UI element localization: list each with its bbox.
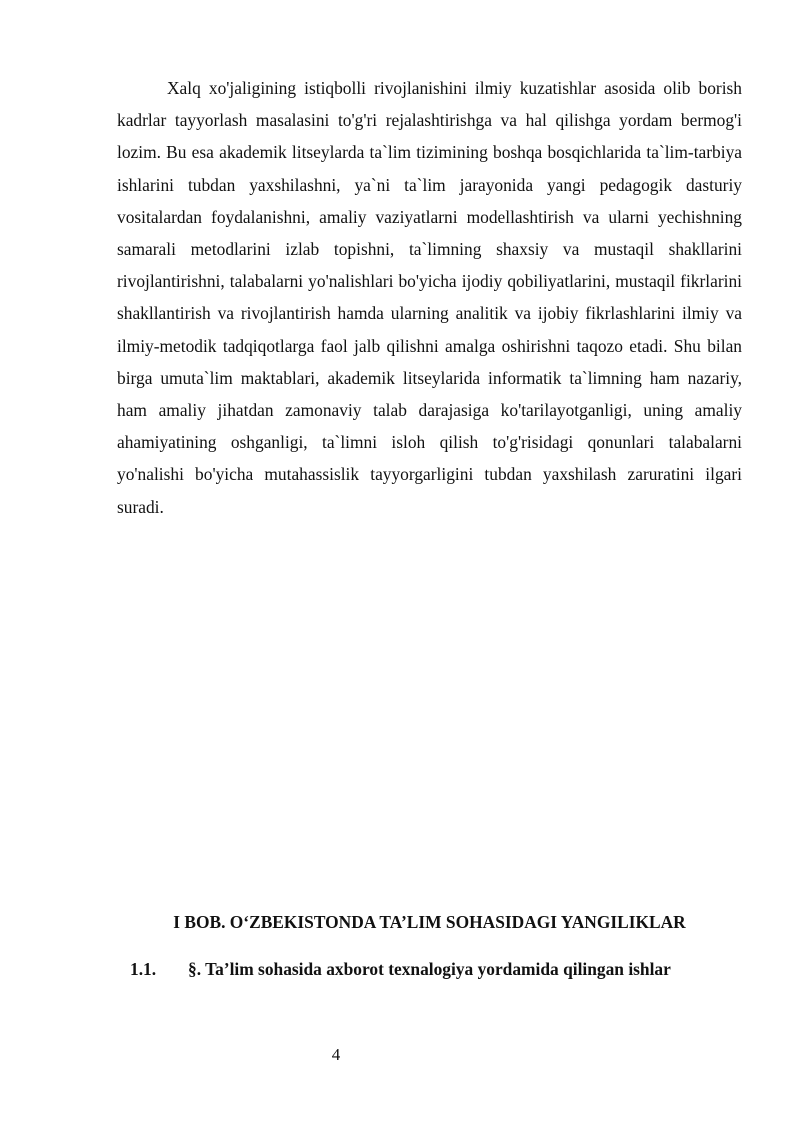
section-heading bbox=[130, 953, 750, 985]
section-title: §. Ta’lim sohasida axborot texnalogiya yordamida qilingan ishlar bbox=[188, 959, 671, 979]
body-paragraph: Xalq xo'jaligining istiqbolli rivojlanishini ilmiy kuzatishlar asosida olib borish kadrlar tayyorlash masalasini to'g'ri rejalashtirishga va hal qilishga yordam bermog'i lozim. Bu esa akademik litseylarda ta`lim tizimining boshqa bosqichlarida ta`lim-tarbiya ishlarini tubdan yaxshilashni, ya`ni ta`lim jarayonida yangi pedagogik dasturiy vositalardan foydalanishni, amaliy vaziyatlarni modellashtirish va ularni yechishning samarali metodlarini izlab topishni, ta`limning shaxsiy va mustaqil shakllarini rivojlantirishni, talabalarni yo'nalishlari bo'yicha ijodiy qobiliyatlarini, mustaqil fikrlarini shakllantirish va rivojlantirish hamda ularning analitik va ijobiy fikrlashlarini ilmiy va ilmiy-metodik tadqiqotlarga faol jalb qilishni amalga oshirishni taqozo etadi. Shu bilan birga umuta`lim maktablari, akademik litseylarida informatik ta`limning ham nazariy, ham amaliy jihatdan zamonaviy talab darajasiga ko'tarilayotganligi, uning amaliy ahamiyatining oshganligi, ta`limni isloh qilish to'g'risidagi qonunlari talabalarni yo'nalishi bo'yicha mutahassislik tayyorgarligini tubdan yaxshilash zaruratini ilgari suradi. bbox=[117, 78, 742, 517]
chapter-title: I BOB. O‘ZBEKISTONDA TA’LIM SOHASIDAGI YANGILIKLAR bbox=[173, 912, 686, 932]
section-number: 1.1. bbox=[130, 959, 157, 979]
page-number: 4 bbox=[331, 1045, 341, 1064]
